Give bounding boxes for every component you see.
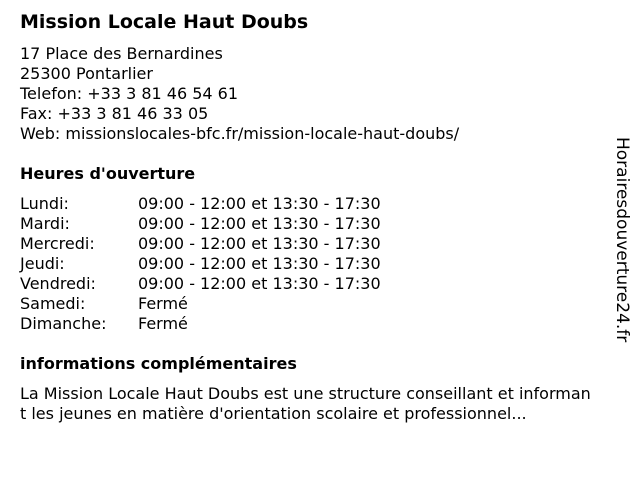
address-street: 17 Place des Bernardines [20,44,223,63]
day-label: Samedi: [20,294,86,313]
hours-row-monday [20,194,440,214]
additional-info-heading: informations complémentaires [20,354,297,373]
hours-row-sunday [20,314,440,334]
hours-value: 09:00 - 12:00 et 13:30 - 17:30 [138,274,381,293]
watermark-text: Horairesdouverture24.fr [612,137,632,343]
day-label: Mercredi: [20,234,95,253]
site-watermark [609,134,635,346]
website-link[interactable]: Web: missionslocales-bfc.fr/mission-locale-haut-doubs/ [20,124,460,143]
hours-value: Fermé [138,314,188,333]
opening-hours-heading: Heures d'ouverture [20,164,196,183]
hours-row-thursday [20,254,440,274]
hours-value: Fermé [138,294,188,313]
hours-row-friday [20,274,440,294]
address-city: 25300 Pontarlier [20,64,153,83]
day-label: Lundi: [20,194,69,213]
hours-row-saturday [20,294,440,314]
fax-number: Fax: +33 3 81 46 33 05 [20,104,209,123]
day-label: Dimanche: [20,314,107,333]
day-label: Jeudi: [20,254,65,273]
hours-value: 09:00 - 12:00 et 13:30 - 17:30 [138,234,381,253]
day-label: Vendredi: [20,274,96,293]
business-name: Mission Locale Haut Doubs [20,11,309,33]
phone-number[interactable]: Telefon: +33 3 81 46 54 61 [20,84,239,103]
opening-hours-table [20,194,440,334]
hours-row-tuesday [20,214,440,234]
additional-info-text: La Mission Locale Haut Doubs est une structure conseillant et informant les jeunes en matière d'orientation scolaire et professionnel... [20,384,591,423]
hours-value: 09:00 - 12:00 et 13:30 - 17:30 [138,194,381,213]
day-label: Mardi: [20,214,70,233]
hours-value: 09:00 - 12:00 et 13:30 - 17:30 [138,214,381,233]
hours-row-wednesday [20,234,440,254]
contact-block [20,44,459,144]
hours-value: 09:00 - 12:00 et 13:30 - 17:30 [138,254,381,273]
